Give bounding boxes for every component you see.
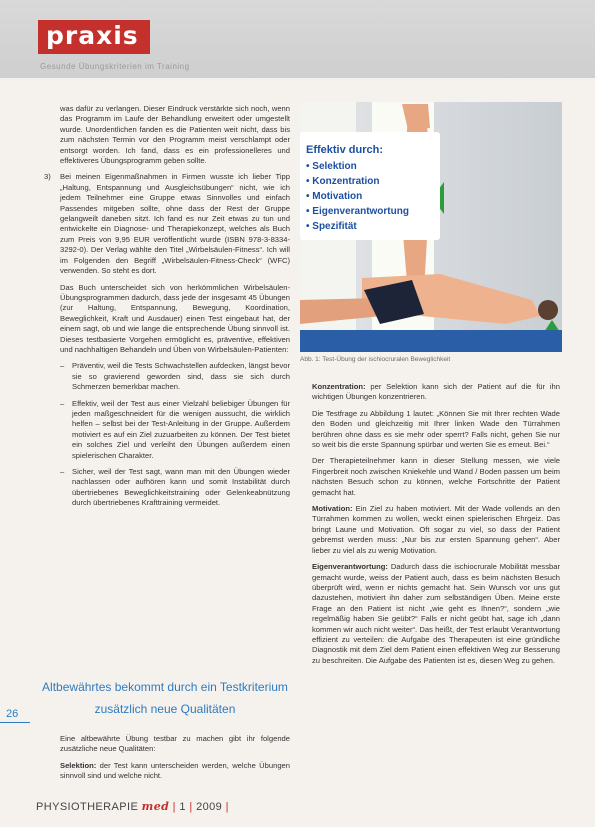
head — [538, 300, 558, 320]
bullet-praeventiv: – Präventiv, weil die Tests Schwachstellen aufdecken, längst bevor sie so gravierend geworden sind, dass sie sich durch Schmerzen bemerkbar machen. — [60, 361, 290, 392]
eigenverantwortung-text: Dadurch dass die ischiocrurale Mobilität messbar gemacht wurde, weiss der Patient auch, dass es beim nächsten Besuch überprüft wird, wenn er nichts gemacht hat. Sein Wunsch vor uns gut dazustehen, motiviert ihn daher zum selbständigen Üben. Meine erste Frage an den Patient ist nicht „wie geht es Ihnen?“, sondern „wie regelmäßig haben Sie geübt?“ Falls er nicht geübt hat, sage ich „dann kommen wir auch nicht weiter“. Das heißt, der Test erlaubt Verantwortung effizient zu verteilen: die Aufgabe des Therapeuten ist eine gründliche Diagnostik mit dem Ziel dem Patient einen effektiven Weg zur Besserung zu beschreiten. Die Aufgabe des Patienten ist es, diesen Weg zu gehen. — [312, 562, 560, 665]
callout-title: Effektiv durch: — [306, 144, 384, 156]
selektion-label: Selektion: — [60, 760, 97, 770]
eigenverantwortung-label: Eigenverantwortung: — [312, 562, 388, 572]
item-number: 3) — [44, 172, 51, 182]
konzentration-label: Konzentration: — [312, 382, 366, 391]
exercise-mat — [300, 330, 562, 352]
eigenverantwortung-paragraph — [312, 562, 560, 666]
left-column-bottom — [60, 734, 290, 788]
footer-separator: | — [172, 801, 176, 813]
paragraph-3: Eine altbewährte Übung testbar zu machen gibt ihr folgende zusätzliche neue Qualitäten: — [60, 734, 290, 754]
footer-med: med — [141, 800, 170, 813]
right-column — [312, 382, 560, 672]
header-subtitle: Gesunde Übungskriterien im Training — [40, 62, 190, 71]
konzentration-text: per Selektion kann sich der Patient auf die für ihn wichtigen Übungen konzentrieren. — [312, 382, 560, 402]
numbered-item-3 — [44, 172, 290, 276]
bullet-sicher: – Sicher, weil der Test sagt, wann man mit den Übungen wieder nachlassen oder aufhören kann und somit Instabilität durch übertriebenes Beweglichkeitstraining oder Gelenkeabnützung durch übertriebenes Krafttraining vermeidet. — [60, 467, 290, 509]
footer — [36, 800, 229, 813]
testfrage-paragraph: Die Testfrage zu Abbildung 1 lautet: „Können Sie mit Ihrer rechten Wade den Boden und gleichzeitig mit Ihrer linken Wade den Türrahmen berühren ohne dass es sie mehr oder sperrt? Falls nicht, gehen Sie nur so weit bis die erste Spannung spürbar und werten Sie es erneut. Bei.“ — [312, 408, 560, 450]
intro-paragraph: was dafür zu verlangen. Dieser Eindruck verstärkte sich noch, wenn das Programm im Laufe der Behandlung erweitert oder umgestellt wurde. Unordentlichen fanden es die Patienten weit nicht, dass bis zum nächsten Termin vor den Programm meist verschlampt oder entsorgt worden. Ich fand, dass es ein professionelleres und effektiveres Übungsprogramm geben sollte. — [60, 104, 290, 166]
page-number-rule — [0, 722, 30, 723]
item-text: Bei meinen Eigenmaßnahmen in Firmen wusste ich lieber Tipp „Haltung, Entspannung und Ausgleichsübungen“ nicht, wie ich jedem Teilnehmer eine Gruppe etwas Sinnvolles und einfach Passendes mitgeben sollte, ohne dass der Rest der Gruppe gelangweilt daneben sitzt. Ich fand es nur Zeit etwas zu tun und entwickelte ein Diagnose- und Therapiekonzept, welches als Buch zum Preis von 9,95 EUR veröffentlicht wurde (ISBN 978-3-8334-3292-0). Der Verlag wählte den Titel „Wirbelsäulen-Fitness“. Ich will im Folgenden den Begriff „Wirbelsäulen-Fitness-Check“ (WFC) verwenden. So steht es dort. — [60, 172, 290, 276]
figure-caption: Abb. 1: Test-Übung der ischiocruralen Beweglichkeit — [300, 356, 451, 363]
page-number: 26 — [6, 708, 19, 720]
paragraph-2: Das Buch unterscheidet sich von herkömmlichen Wirbelsäulen-Übungsprogrammen dadurch, dass jede der insgesamt 45 Übungen (zur Haltung, Entspannung, Bewegung, Koordination, Beweglichkeit, Kraft und Ausdauer) einen Test eingebaut hat, der einem sagt, ob und wie lange die entsprechende Übung sinnvoll ist. Dieses testbasierte Vorgehen ermöglicht es, präventive, effektiven und nachhaltigen Behandeln und Üben von Wirbelsäulen-Patienten: — [60, 282, 290, 354]
footer-issue: 1 — [179, 801, 186, 813]
footer-separator: | — [225, 801, 229, 813]
motivation-text: Ein Ziel zu haben motiviert. Mit der Wade vollends an den Türrahmen kommen zu wollen, weckt einen spielerischen Ehrgeiz. Das bringt Laune und Motivation. Oft sogar zu viel, so dass der Patient gebremst werden muss: „Nur bis zur ersten Spannung gehen“. Aber lieber zu viel als zu wenig Motivation. — [312, 504, 560, 555]
selektion-paragraph — [60, 761, 290, 782]
callout-item: • Eigenverantwortung — [306, 206, 409, 217]
konzentration-paragraph — [312, 382, 560, 403]
motivation-label: Motivation: — [312, 504, 353, 514]
highlight-heading: Altbewährtes bekommt durch ein Testkriterium zusätzlich neue Qualitäten — [42, 680, 288, 716]
footer-separator: | — [189, 801, 193, 813]
left-column — [44, 104, 290, 515]
callout-item: • Selektion — [306, 161, 357, 172]
messung-paragraph: Der Therapieteilnehmer kann in dieser Stellung messen, wie viele Fingerbreit noch zwischen Kniekehle und Wand / Boden passen um beim nächsten Besuch schon zu können, welche Fortschritte der Patient gemacht hat. — [312, 456, 560, 497]
footer-year: 2009 — [196, 801, 223, 813]
bullet-effektiv: – Effektiv, weil der Test aus einer Vielzahl beliebiger Übungen für jeden maßgeschneidert für die wenigen aussucht, die wirklich helfen – selbst bei der Test-Anleitung in der Gruppe. Außerdem motiviert es auf ein Ziel zuzuarbeiten zu können. Der Test bietet ein solches Ziel und verleiht den Übungen außerdem einen spielerischen Charakter. — [60, 399, 290, 461]
callout-item: • Konzentration — [306, 176, 380, 187]
callout-item: • Spezifität — [306, 221, 357, 232]
section-label: praxis — [46, 21, 139, 50]
selektion-text: der Test kann unterscheiden werden, welche Übungen sinnvoll sind und welche nicht. — [60, 760, 290, 781]
motivation-paragraph — [312, 504, 560, 556]
callout-item: • Motivation — [306, 191, 362, 202]
footer-brand: PHYSIOTHERAPIE — [36, 801, 139, 813]
